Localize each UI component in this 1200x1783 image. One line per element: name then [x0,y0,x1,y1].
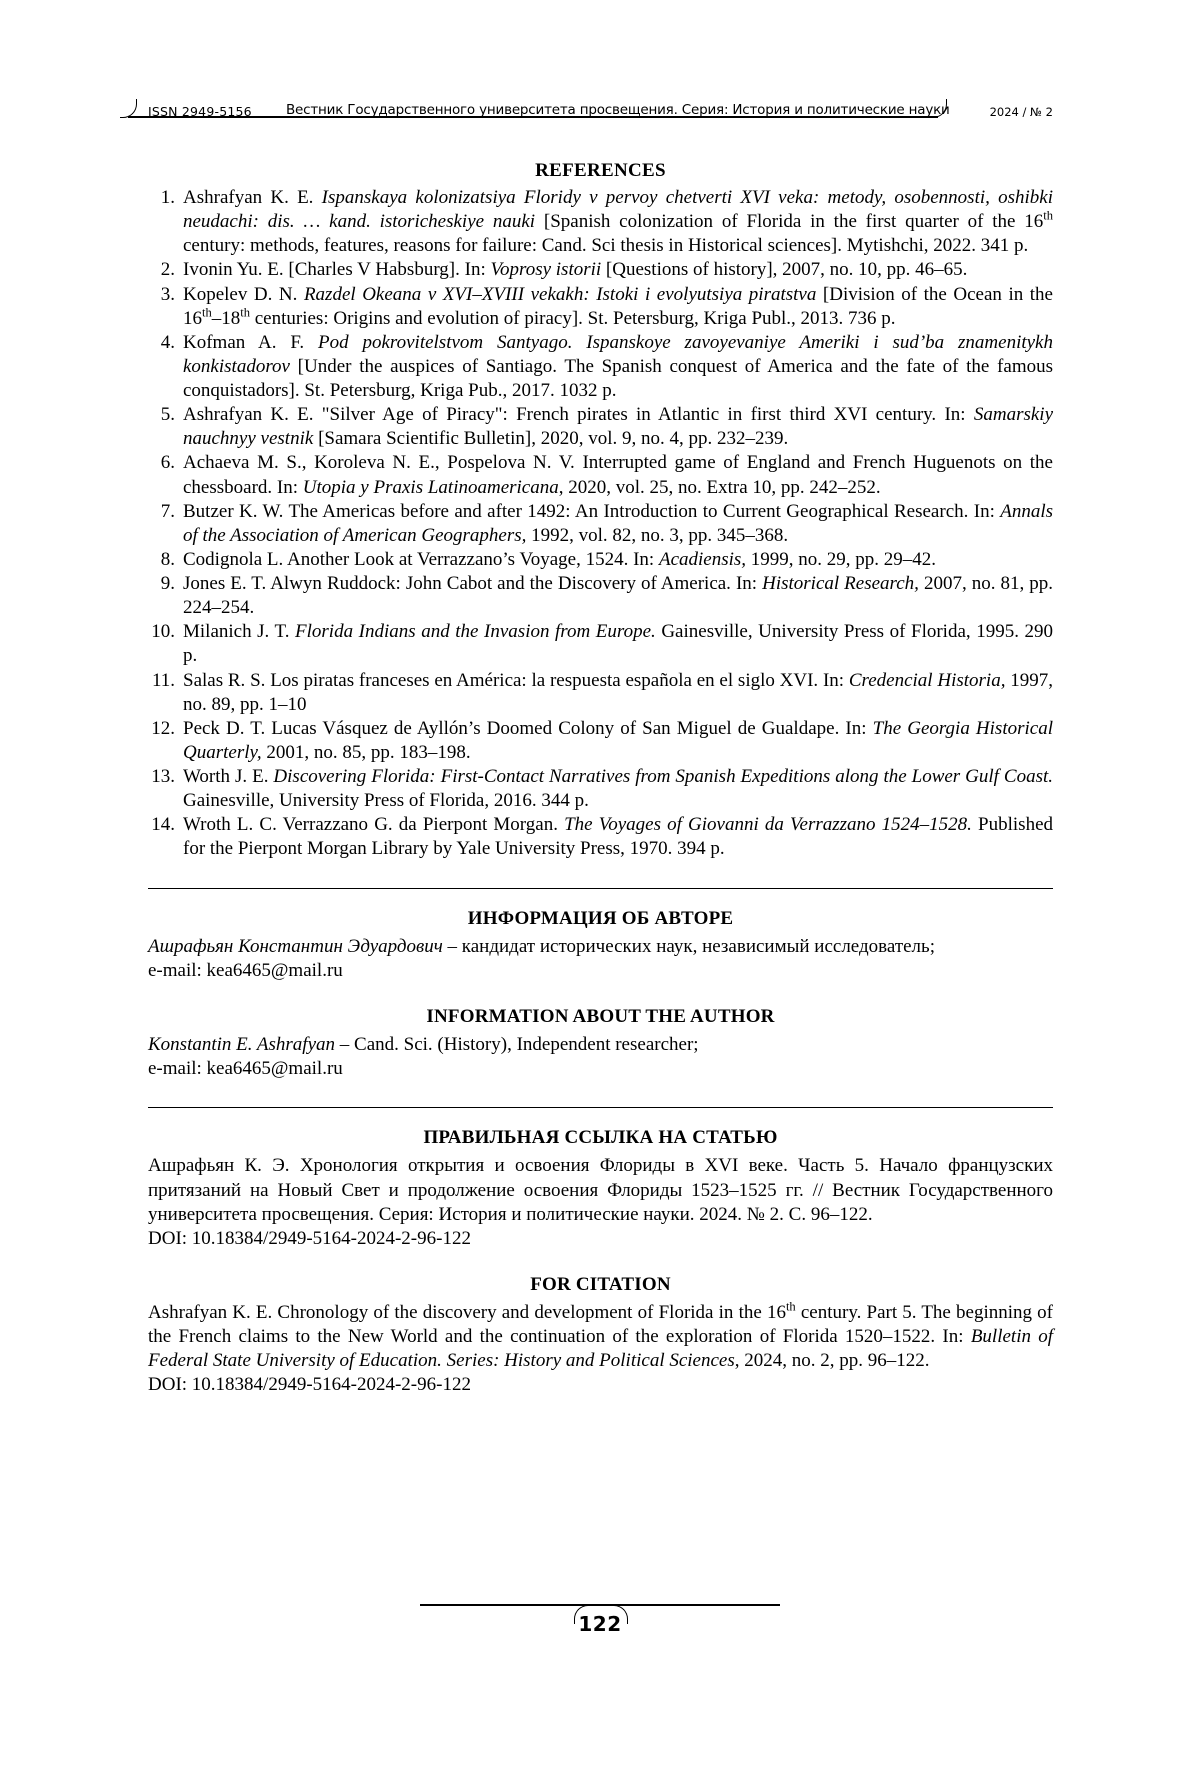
footer-rule [420,1604,780,1606]
reference-text: Ashrafyan K. E. "Silver Age of Piracy": French pirates in Atlantic in first third XVI century. In: Samarskiy nauchnyy vestnik [Samara Scientific Bulletin], 2020, vol. 9, no. 4, pp. 232–239. [183,404,1053,450]
citation-en-text: Ashrafyan K. E. Chronology of the discovery and development of Florida in the 16th century. Part 5. The beginning of the French claims to the New World and the continuation of the exploration of Florida 1520–1522. In: Bulletin of Federal State University of Education. Series: History and Political Sciences, 2024, no. 2, pp. 96–122. DOI: 10.18384/2949-5164-2024-2-96-122 [148,1299,1054,1396]
reference-number: 8. [160,548,175,570]
divider-1 [148,888,1053,889]
reference-number: 5. [160,404,175,426]
citation-ru-title: ПРАВИЛЬНАЯ ССЫЛКА НА СТАТЬЮ [423,1127,778,1149]
reference-number: 3. [160,283,175,305]
citation-ru-text: Ашрафьян К. Э. Хронология открытия и освоения Флориды в XVI веке. Часть 5. Начало французских притязаний на Новый Свет и продолжение освоения Флориды 1523–1525 гг. // Вестник Государственного университета просвещения. Серия: История и политические науки. 2024. № 2. С. 96–122. DOI: 10.18384/2949-5164-2024-2-96-122 [148,1155,1053,1249]
reference-item [148,283,1053,331]
reference-item [148,258,1053,282]
reference-item [148,765,1053,813]
journal-title: Вестник Государственного университета просвещения. Серия: История и политические науки [286,102,950,118]
citation-en-title: FOR CITATION [530,1273,671,1295]
reference-item [148,331,1053,403]
reference-item [148,186,1053,258]
reference-number: 10. [151,621,175,643]
reference-item [148,403,1053,451]
citation-ru-block [148,1126,1053,1251]
reference-text: Ashrafyan K. E. Ispanskaya kolonizatsiya Floridy v pervoy chetverti XVI veka: metody, osobennosti, oshibki neudachi: dis. … kand. istoricheskiye nauki [Spanish colonization of Florida in the first quarter of the 16th century: methods, features, reasons for failure: Cand. Sci thesis in Historical sciences]. Mytishchi, 2022. 341 p. [183,187,1054,257]
page-number: 122 [578,1612,622,1636]
author-info-ru-title: ИНФОРМАЦИЯ ОБ АВТОРЕ [467,907,734,929]
reference-number: 6. [160,452,175,474]
author-info-en-block [148,1005,1053,1081]
reference-text: Codignola L. Another Look at Verrazzano’s Voyage, 1524. In: Acadiensis, 1999, no. 29, pp. 29–42. [183,548,937,570]
issue-label: 2024 / № 2 [989,105,1053,119]
reference-item [148,548,1053,572]
page-content [148,160,1053,1398]
reference-number: 1. [160,187,175,208]
reference-text: Peck D. T. Lucas Vásquez de Ayllón’s Doomed Colony of San Miguel de Gualdape. In: The Georgia Historical Quarterly, 2001, no. 85, pp. 183–198. [183,717,1053,763]
reference-item [148,717,1053,765]
reference-text: Salas R. S. Los piratas franceses en América: la respuesta española en el siglo XVI. In: Credencial Historia, 1997, no. 89, pp. 1–10 [183,669,1054,715]
page-footer [0,1596,1200,1686]
reference-text: Worth J. E. Discovering Florida: First-Contact Narratives from Spanish Expeditions along the Lower Gulf Coast. Gainesville, University Press of Florida, 2016. 344 p. [183,766,1053,812]
author-info-en-text: Konstantin E. Ashrafyan – Cand. Sci. (History), Independent researcher; e-mail: kea6465@mail.ru [148,1034,699,1080]
reference-number: 2. [160,259,175,281]
reference-number: 12. [151,717,175,739]
reference-item [148,620,1053,668]
author-info-ru-text: Ашрафьян Константин Эдуардович – кандидат исторических наук, независимый исследователь; e-mail: kea6465@mail.ru [148,935,935,981]
author-info-ru-block [148,907,1053,983]
references-list [148,186,1053,862]
divider-2 [148,1107,1053,1108]
reference-text: Ivonin Yu. E. [Charles V Habsburg]. In: Voprosy istorii [Questions of history], 2007, no. 10, pp. 46–65. [183,259,968,281]
reference-text: Achaeva M. S., Koroleva N. E., Pospelova N. V. Interrupted game of England and French Huguenots on the chessboard. In: Utopia y Praxis Latinoamericana, 2020, vol. 25, no. Extra 10, pp. 242–252. [183,452,1053,498]
issn-label: ISSN 2949-5156 [148,104,252,119]
reference-number: 14. [151,814,175,836]
reference-text: Kofman A. F. Pod pokrovitelstvom Santyago. Ispanskoye zavoyevaniye Ameriki i sud’ba znamenitykh konkistadorov [Under the auspices of Santiago. The Spanish conquest of America and the fate of the famous conquistadors]. St. Petersburg, Kriga Pub., 2017. 1032 p. [183,331,1053,401]
reference-item [148,500,1053,548]
author-info-en-title: INFORMATION ABOUT THE AUTHOR [426,1005,775,1027]
citation-en-block [148,1273,1053,1398]
reference-text: Milanich J. T. Florida Indians and the Invasion from Europe. Gainesville, University Press of Florida, 1995. 290 p. [183,621,1054,667]
reference-number: 11. [151,669,175,691]
reference-text: Wroth L. C. Verrazzano G. da Pierpont Morgan. The Voyages of Giovanni da Verrazzano 1524–1528. Published for the Pierpont Morgan Library by Yale University Press, 1970. 394 p. [183,814,1054,860]
reference-item [148,451,1053,499]
reference-text: Butzer K. W. The Americas before and after 1492: An Introduction to Current Geographical Research. In: Annals of the Association of American Geographers, 1992, vol. 82, no. 3, pp. 345–368. [183,500,1053,546]
reference-text: Jones E. T. Alwyn Ruddock: John Cabot and the Discovery of America. In: Historical Research, 2007, no. 81, pp. 224–254. [183,573,1054,619]
reference-text: Kopelev D. N. Razdel Okeana v XVI–XVIII vekakh: Istoki i evolyutsiya piratstva [Division of the Ocean in the 16th–18th centuries: Origins and evolution of piracy]. St. Petersburg, Kriga Publ., 2013. 736 p. [183,283,1053,329]
running-head [148,92,1053,132]
reference-number: 9. [160,573,175,594]
reference-number: 13. [151,766,175,787]
reference-number: 7. [160,500,175,522]
reference-item [148,669,1053,717]
reference-item [148,572,1053,620]
reference-number: 4. [160,331,175,353]
references-heading: REFERENCES [535,160,666,181]
reference-item [148,813,1053,861]
